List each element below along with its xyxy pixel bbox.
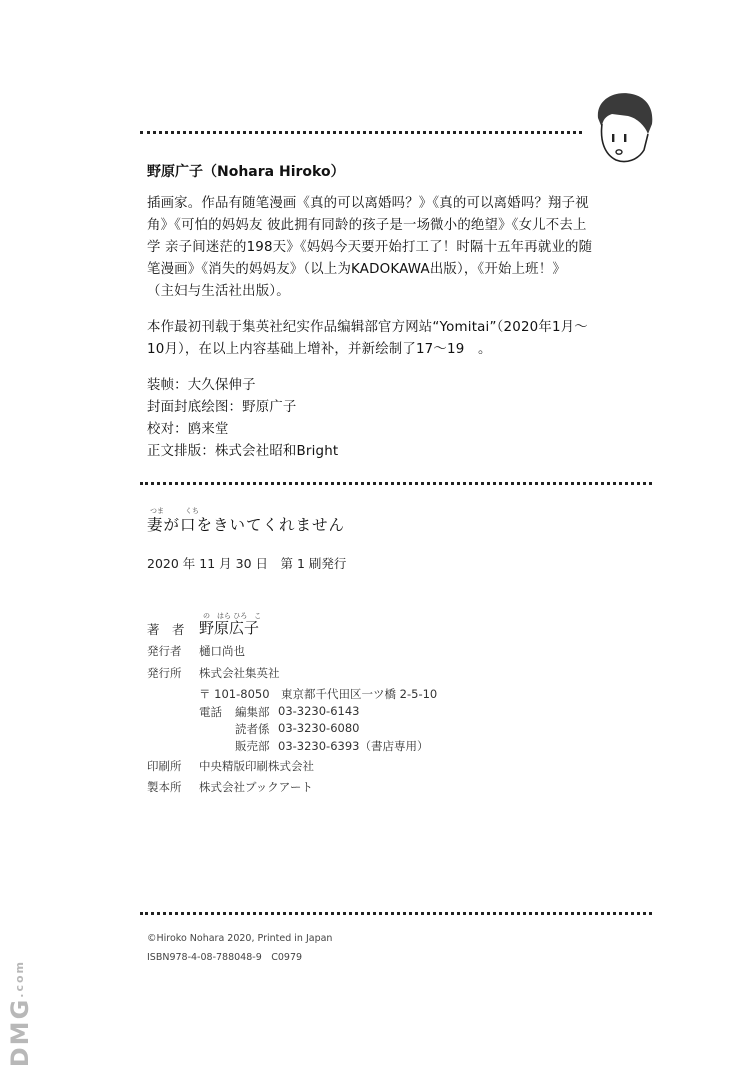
origin-line: 10月），在以上内容基础上增补，并新绘制了17～19 。	[147, 342, 492, 357]
title-ruby: くち	[185, 507, 199, 515]
bio-line: 笔漫画》《消失的妈妈友》（以上为KADOKAWA出版），《开始上班！》	[147, 262, 566, 277]
phone-number: 03-3230-6143	[278, 704, 360, 718]
colophon-author: 野原広子	[199, 619, 260, 637]
author-portrait-illustration	[592, 88, 662, 168]
book-title: 妻が口をきいてくれません	[147, 516, 346, 534]
colophon-publisher-person: 樋口尚也	[199, 644, 245, 658]
watermark-sub: .com	[13, 960, 26, 998]
credit-item: 封面封底绘图：野原广子	[147, 400, 297, 415]
colophon-label: 印刷所	[147, 759, 182, 773]
credit-item: 校对：鸥来堂	[147, 422, 229, 437]
author-ruby: の はら ひろ こ	[203, 612, 262, 620]
phone-number: 03-3230-6080	[278, 721, 360, 735]
colophon-label: 著 者	[147, 622, 185, 637]
colophon-label: 製本所	[147, 780, 182, 794]
colophon-binder: 株式会社ブックアート	[199, 780, 313, 794]
isbn-line: ISBN978-4-08-788048-9 C0979	[147, 952, 303, 963]
dotted-divider-bottom	[140, 912, 652, 915]
colophon-label: 発行所	[147, 666, 182, 680]
bio-line: 角》《可怕的妈妈友 彼此拥有同龄的孩子是一场微小的绝望》《女儿不去上	[147, 218, 587, 233]
watermark-main: DMG	[6, 997, 34, 1068]
phone-dept: 読者係	[235, 722, 270, 736]
colophon-printer: 中央精版印刷株式会社	[199, 759, 314, 773]
dotted-divider-middle	[140, 482, 652, 485]
colophon-label: 発行者	[147, 644, 182, 658]
phone-label: 電話	[199, 705, 222, 719]
watermark-logo	[6, 960, 34, 1067]
author-name: 野原广子（Nohara Hiroko）	[147, 164, 345, 180]
dotted-divider-top	[140, 131, 582, 134]
bio-line: 插画家。作品有随笔漫画《真的可以离婚吗？》《真的可以离婚吗？翔子视	[147, 196, 589, 211]
bio-line: 学 亲子间迷茫的198天》《妈妈今天要开始打工了！时隔十五年再就业的随	[147, 240, 593, 255]
colophon-address: 〒 101-8050 東京都千代田区一ツ橋 2-5-10	[199, 687, 438, 701]
credit-item: 正文排版：株式会社昭和Bright	[147, 444, 339, 459]
credit-item: 装帧：大久保伸子	[147, 378, 256, 393]
bio-line: （主妇与生活社出版）。	[147, 284, 290, 299]
phone-number: 03-3230-6393（書店専用）	[278, 739, 429, 753]
edition-date: 2020 年 11 月 30 日 第 1 刷発行	[147, 556, 347, 571]
origin-line: 本作最初刊载于集英社纪实作品编辑部官方网站“Yomitai”（2020年1月～	[147, 320, 588, 335]
phone-dept: 編集部	[235, 705, 270, 719]
colophon-publisher: 株式会社集英社	[199, 666, 280, 680]
phone-dept: 販売部	[235, 739, 270, 753]
title-ruby: つま	[150, 507, 164, 515]
copyright-line: ©Hiroko Nohara 2020, Printed in Japan	[147, 933, 333, 944]
